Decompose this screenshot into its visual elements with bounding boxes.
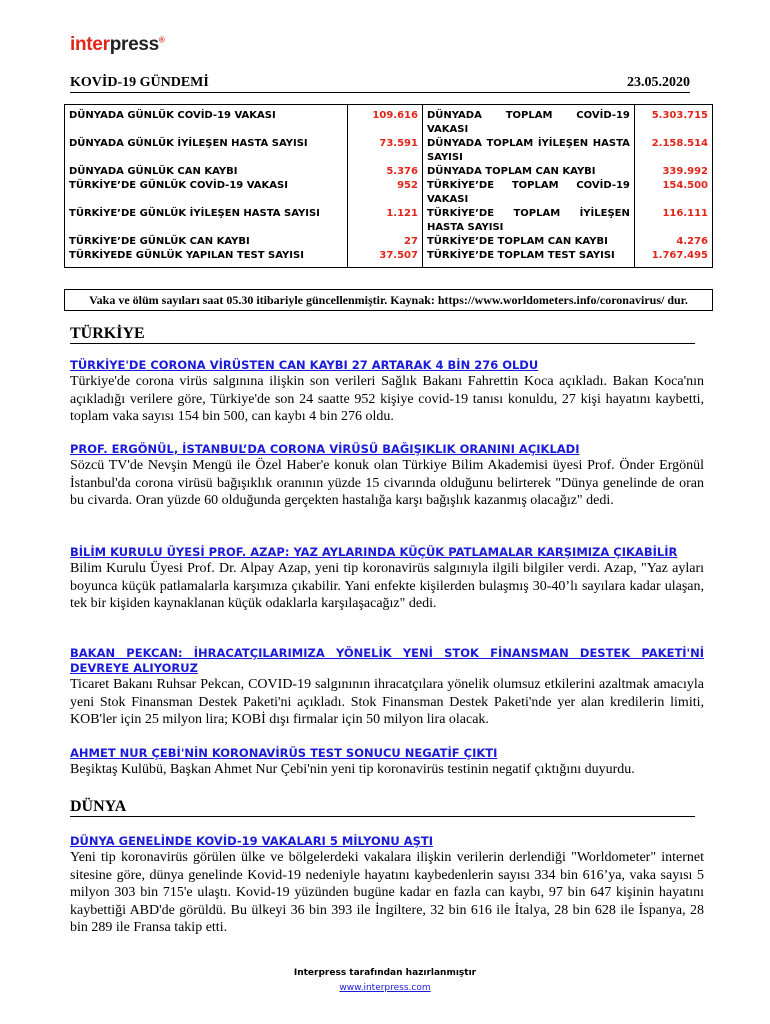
- document-title-bar: [70, 75, 690, 93]
- interpress-logo: [70, 34, 165, 56]
- table-row: [65, 165, 713, 179]
- stat-right-label: TÜRKİYE’DE TOPLAM İYİLEŞEN HASTA SAYISI: [422, 207, 634, 235]
- table-row: [65, 105, 713, 138]
- news-article: [70, 646, 704, 729]
- table-row: [65, 137, 713, 165]
- article-headline-link[interactable]: BİLİM KURULU ÜYESİ PROF. AZAP: YAZ AYLARINDA KÜÇÜK PATLAMALAR KARŞIMIZA ÇIKABİLİR: [70, 545, 678, 559]
- table-row: [65, 179, 713, 207]
- article-headline-link[interactable]: AHMET NUR ÇEBİ'NİN KORONAVİRÜS TEST SONUCU NEGATİF ÇIKTI: [70, 746, 498, 760]
- logo-registered-mark: ®: [158, 35, 165, 45]
- stat-right-value: 116.111: [634, 207, 712, 235]
- article-headline-link[interactable]: DÜNYA GENELİNDE KOVİD-19 VAKALARI 5 MİLYONU AŞTI: [70, 834, 434, 848]
- table-row: [65, 249, 713, 268]
- logo-text-press: press: [109, 34, 159, 55]
- page-footer: [0, 966, 770, 996]
- table-row: [65, 235, 713, 249]
- news-article: [70, 834, 704, 937]
- stat-right-value: 4.276: [634, 235, 712, 249]
- logo-text-inter: inter: [70, 34, 110, 55]
- news-article: [70, 746, 704, 779]
- article-body: Bilim Kurulu Üyesi Prof. Dr. Alpay Azap, yeni tip koronavirüs salgınıyla ilgili bilgiler verdi. Azap, "Yaz ayları boyunca küçük patlamalarla karşımıza çıkabilir. Yani enfekte kişilerden bulaşmış 30-40’lı sayılara kadar ulaşan, tek bir kişiden kaynaklanan küçük odaklarla karşılaşacağız" dedi.: [70, 561, 704, 611]
- stat-left-label: TÜRKİYEDE GÜNLÜK YAPILAN TEST SAYISI: [65, 249, 348, 268]
- document-title: KOVİD-19 GÜNDEMİ: [70, 75, 209, 90]
- stat-right-label: DÜNYADA TOPLAM CAN KAYBI: [422, 165, 634, 179]
- news-article: [70, 442, 704, 510]
- news-article: [70, 358, 704, 426]
- stat-left-label: TÜRKİYE’DE GÜNLÜK COVİD-19 VAKASI: [65, 179, 348, 207]
- article-body: Beşiktaş Kulübü, Başkan Ahmet Nur Çebi'nin yeni tip koronavirüs testinin negatif çıktığını duyurdu.: [70, 762, 635, 777]
- stat-right-label: DÜNYADA TOPLAM İYİLEŞEN HASTA SAYISI: [422, 137, 634, 165]
- stat-left-value: 952: [347, 179, 422, 207]
- article-headline-link[interactable]: TÜRKİYE'DE CORONA VİRÜSTEN CAN KAYBI 27 ARTARAK 4 BİN 276 OLDU: [70, 358, 539, 372]
- stat-left-label: DÜNYADA GÜNLÜK İYİLEŞEN HASTA SAYISI: [65, 137, 348, 165]
- article-body: Yeni tip koronavirüs görülen ülke ve bölgelerdeki vakalara ilişkin verilerin derlendiği "Worldometer" internet sitesine göre, dünya genelinde Kovid-19 nedeniyle hayatını kaybedenlerin sayısı 334 bin 616’ya, vaka sayısı 5 milyon 303 bin 715'e ulaştı. Kovid-19 yüzünden bugüne kadar en fazla can kaybı, 97 bin 647 kişinin hayatını kaybettiği ABD'de görüldü. Bu ülkeyi 36 bin 393 ile İngiltere, 32 bin 616 ile İtalya, 28 bin 628 ile İspanya, 28 bin 289 ile Fransa takip etti.: [70, 850, 704, 935]
- stat-left-label: TÜRKİYE’DE GÜNLÜK CAN KAYBI: [65, 235, 348, 249]
- article-body: Türkiye'de corona virüs salgınına ilişkin son verileri Sağlık Bakanı Fahrettin Koca açıkladı. Bakan Koca'nın açıkladığı verilere göre, Türkiye'de son 24 saatte 952 kişiye covid-19 tanısı konuldu, 27 kişi hayatını kaybetti, toplam vaka sayısı 154 bin 500, can kaybı 4 bin 276 oldu.: [70, 374, 704, 424]
- table-row: [65, 207, 713, 235]
- stat-left-label: TÜRKİYE’DE GÜNLÜK İYİLEŞEN HASTA SAYISI: [65, 207, 348, 235]
- stat-left-value: 27: [347, 235, 422, 249]
- stat-left-value: 73.591: [347, 137, 422, 165]
- stat-left-label: DÜNYADA GÜNLÜK CAN KAYBI: [65, 165, 348, 179]
- stat-left-value: 5.376: [347, 165, 422, 179]
- footer-website-link[interactable]: www.interpress.com: [339, 983, 431, 993]
- section-heading-turkey: TÜRKİYE: [70, 325, 695, 344]
- stat-right-label: TÜRKİYE’DE TOPLAM TEST SAYISI: [422, 249, 634, 268]
- article-body: Sözcü TV'de Nevşin Mengü ile Özel Haber'e konuk olan Türkiye Bilim Akademisi üyesi Prof. Önder Ergönül İstanbul'da corona virüsü bağışıklık oranının yüzde 15 civarında olduğunu belirterek "Dünya genelinde de oran bu civarda. Oran yüzde 60 olduğunda gerçekten hastalığa karşı bağışlık kazanmış olacağız" dedi.: [70, 458, 704, 508]
- article-body: Ticaret Bakanı Ruhsar Pekcan, COVID-19 salgınının ihracatçılara yönelik olumsuz etkilerini azaltmak amacıyla yeni Stok Finansman Destek Paketi'ni açıkladı. Stok Finansman Destek Paketi'nde yer alan kredilerin limiti, KOB'ler için 25 milyon lira; KOBİ dışı firmalar için 50 milyon lira olacak.: [70, 677, 704, 727]
- data-source-note: Vaka ve ölüm sayıları saat 05.30 itibariyle güncellenmiştir. Kaynak: https://www.worldometers.info/coronavirus/ dur.: [64, 289, 713, 311]
- stat-right-value: 2.158.514: [634, 137, 712, 165]
- stat-left-value: 109.616: [347, 105, 422, 138]
- stat-right-value: 339.992: [634, 165, 712, 179]
- statistics-table: [64, 104, 713, 268]
- stat-right-label: DÜNYADA TOPLAM COVİD-19 VAKASI: [422, 105, 634, 138]
- stat-right-value: 154.500: [634, 179, 712, 207]
- stat-left-value: 1.121: [347, 207, 422, 235]
- stat-right-label: TÜRKİYE’DE TOPLAM COVİD-19 VAKASI: [422, 179, 634, 207]
- news-article: [70, 545, 704, 613]
- document-date: 23.05.2020: [627, 75, 690, 90]
- footer-prepared-by: Interpress tarafından hazırlanmıştır: [293, 968, 477, 978]
- article-headline-link[interactable]: PROF. ERGÖNÜL, İSTANBUL’DA CORONA VİRÜSÜ BAĞIŞIKLIK ORANINI AÇIKLADI: [70, 442, 580, 456]
- stat-right-value: 1.767.495: [634, 249, 712, 268]
- article-headline-link[interactable]: BAKAN PEKCAN: İHRACATÇILARIMIZA YÖNELİK YENİ STOK FİNANSMAN DESTEK PAKETİ'Nİ DEVREYE ALIYORUZ: [70, 646, 704, 675]
- stat-left-value: 37.507: [347, 249, 422, 268]
- stat-right-value: 5.303.715: [634, 105, 712, 138]
- section-heading-world: DÜNYA: [70, 798, 695, 817]
- stat-left-label: DÜNYADA GÜNLÜK COVİD-19 VAKASI: [65, 105, 348, 138]
- stat-right-label: TÜRKİYE’DE TOPLAM CAN KAYBI: [422, 235, 634, 249]
